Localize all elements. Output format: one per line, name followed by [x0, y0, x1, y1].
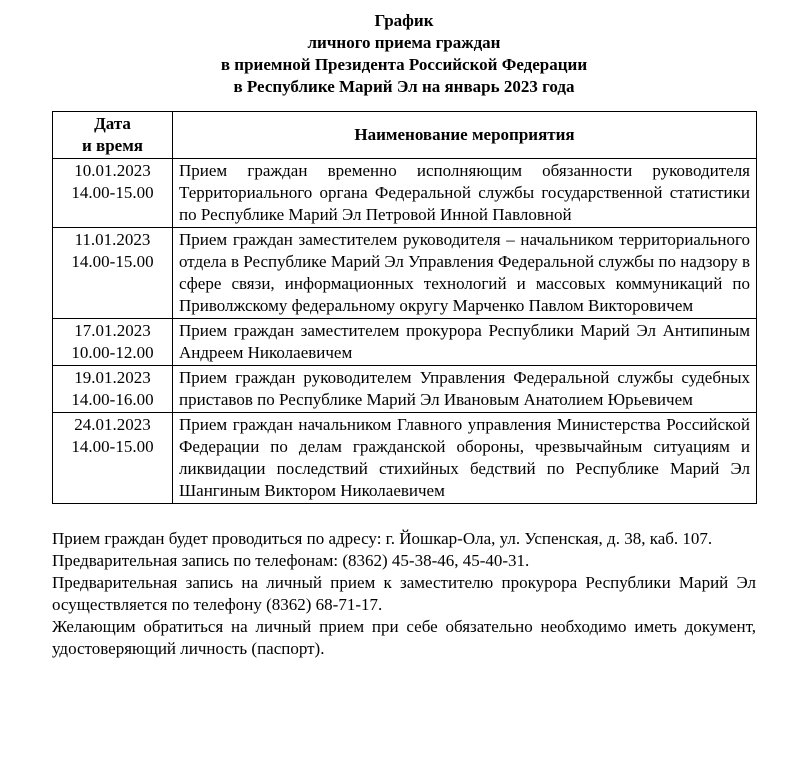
- document-title: [52, 10, 756, 98]
- row-time: 14.00-15.00: [71, 183, 154, 202]
- header-date-time: [53, 112, 173, 159]
- row-date: 24.01.2023: [74, 415, 151, 434]
- row-date: 11.01.2023: [74, 230, 151, 249]
- header-date-label: Дата: [94, 114, 131, 133]
- header-time-label: и время: [81, 136, 143, 155]
- row-time: 14.00-16.00: [71, 390, 154, 409]
- row-date: 10.01.2023: [74, 161, 151, 180]
- note-address: Прием граждан будет проводиться по адресу: г. Йошкар-Ола, ул. Успенская, д. 38, каб. 107.: [52, 529, 713, 548]
- row-time: 14.00-15.00: [71, 252, 154, 271]
- title-line-4: в Республике Марий Эл на январь 2023 года: [233, 77, 575, 96]
- row-time: 10.00-12.00: [71, 343, 154, 362]
- row-description: Прием граждан руководителем Управления Федеральной службы судебных приставов по Республике Марий Эл Ивановым Анатолием Юрьевичем: [173, 366, 757, 413]
- table-header-row: [53, 112, 757, 159]
- note-phones: Предварительная запись по телефонам: (8362) 45-38-46, 45-40-31.: [52, 551, 530, 570]
- table-row: [53, 366, 757, 413]
- table-row: [53, 319, 757, 366]
- schedule-table: [52, 111, 757, 504]
- row-description: Прием граждан временно исполняющим обязанности руководителя Территориального органа Федеральной службы государственной статистики по Республике Марий Эл Петровой Инной Павловной: [173, 159, 757, 228]
- note-passport: Желающим обратиться на личный прием при себе обязательно необходимо иметь документ, удостоверяющий личность (паспорт).: [52, 617, 756, 658]
- title-line-1: График: [374, 11, 434, 30]
- row-date-cell: [53, 366, 173, 413]
- row-date: 17.01.2023: [74, 321, 151, 340]
- title-line-3: в приемной Президента Российской Федерации: [220, 55, 588, 74]
- notes-section: [52, 528, 756, 660]
- header-event-name: Наименование мероприятия: [173, 112, 757, 159]
- row-description: Прием граждан заместителем прокурора Республики Марий Эл Антипиным Андреем Николаевичем: [173, 319, 757, 366]
- note-prosecutor-phone: Предварительная запись на личный прием к заместителю прокурора Республики Марий Эл осуществляется по телефону (8362) 68-71-17.: [52, 573, 756, 614]
- table-row: [53, 413, 757, 504]
- row-time: 14.00-15.00: [71, 437, 154, 456]
- row-date-cell: [53, 413, 173, 504]
- table-row: [53, 228, 757, 319]
- row-date-cell: [53, 228, 173, 319]
- row-date: 19.01.2023: [74, 368, 151, 387]
- table-row: [53, 159, 757, 228]
- row-description: Прием граждан начальником Главного управления Министерства Российской Федерации по делам гражданской обороны, чрезвычайным ситуациям и ликвидации последствий стихийных бедствий по Республике Марий Эл Шангиным Виктором Николаевичем: [173, 413, 757, 504]
- document: [52, 10, 756, 660]
- row-description: Прием граждан заместителем руководителя – начальником территориального отдела в Республике Марий Эл Управления Федеральной службы по надзору в сфере связи, информационных технологий и массовых коммуникаций по Приволжскому федеральному округу Марченко Павлом Викторовичем: [173, 228, 757, 319]
- row-date-cell: [53, 319, 173, 366]
- row-date-cell: [53, 159, 173, 228]
- title-line-2: личного приема граждан: [307, 33, 501, 52]
